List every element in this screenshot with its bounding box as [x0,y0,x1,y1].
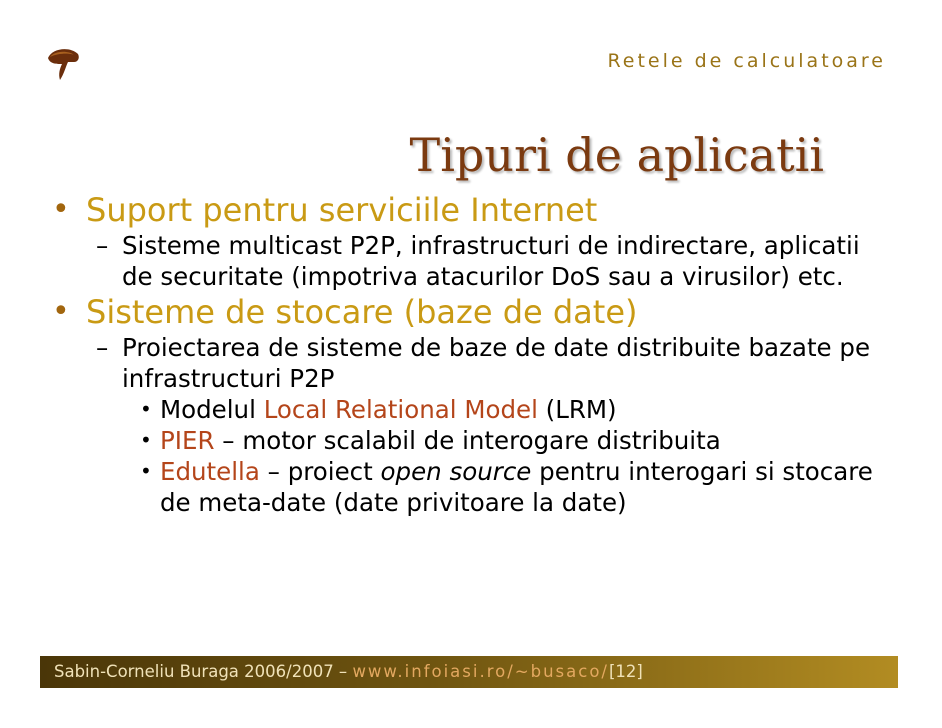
footer-url[interactable]: www.infoiasi.ro/~busaco/ [352,662,609,681]
item-edutella-highlight: Edutella [160,457,260,486]
bullet-storage-text: Sisteme de stocare (baze de date) [86,293,638,331]
course-name: Retele de calculatoare [607,50,886,72]
slide-title: Tipuri de aplicatii [409,128,824,182]
item-pier-post: – motor scalabil de interogare distribuita [214,426,721,455]
footer-page: [12] [608,662,643,681]
slide-content [0,190,942,518]
item-pier-highlight: PIER [160,426,215,455]
bullet-services [0,190,942,230]
footer-author: Sabin-Corneliu Buraga 2006/2007 – [54,662,348,681]
subbullet-services [0,230,942,292]
item-edutella-post: pentru interogari si stocare de meta-date (date privitoare la date) [160,457,873,517]
item-edutella [0,456,942,518]
dash-icon: – [96,231,109,260]
subbullet-storage-text: Proiectarea de sisteme de baze de date distribuite bazate pe infrastructuri P2P [122,333,871,393]
bullet-services-text: Suport pentru serviciile Internet [86,191,598,229]
bullet-dot-icon: • [52,294,70,329]
small-dot-icon: • [140,397,152,421]
subbullet-services-text: Sisteme multicast P2P, infrastructuri de indirectare, aplicatii de securitate (impotriva atacurilor DoS sau a virusilor) etc. [122,231,860,291]
bullet-storage [0,292,942,332]
small-dot-icon: • [140,428,152,452]
item-pier [0,425,942,456]
footer-bar [40,656,898,688]
dash-icon: – [96,333,109,362]
small-dot-icon: • [140,459,152,483]
item-lrm-post: (LRM) [537,395,617,424]
item-lrm-highlight: Local Relational Model [263,395,538,424]
item-lrm [0,394,942,425]
item-edutella-mid: – proiect [259,457,381,486]
item-lrm-pre: Modelul [160,395,264,424]
item-edutella-emphasis: open source [380,457,532,486]
bullet-dot-icon: • [52,192,70,227]
logo-icon [42,44,82,82]
subbullet-storage [0,332,942,394]
